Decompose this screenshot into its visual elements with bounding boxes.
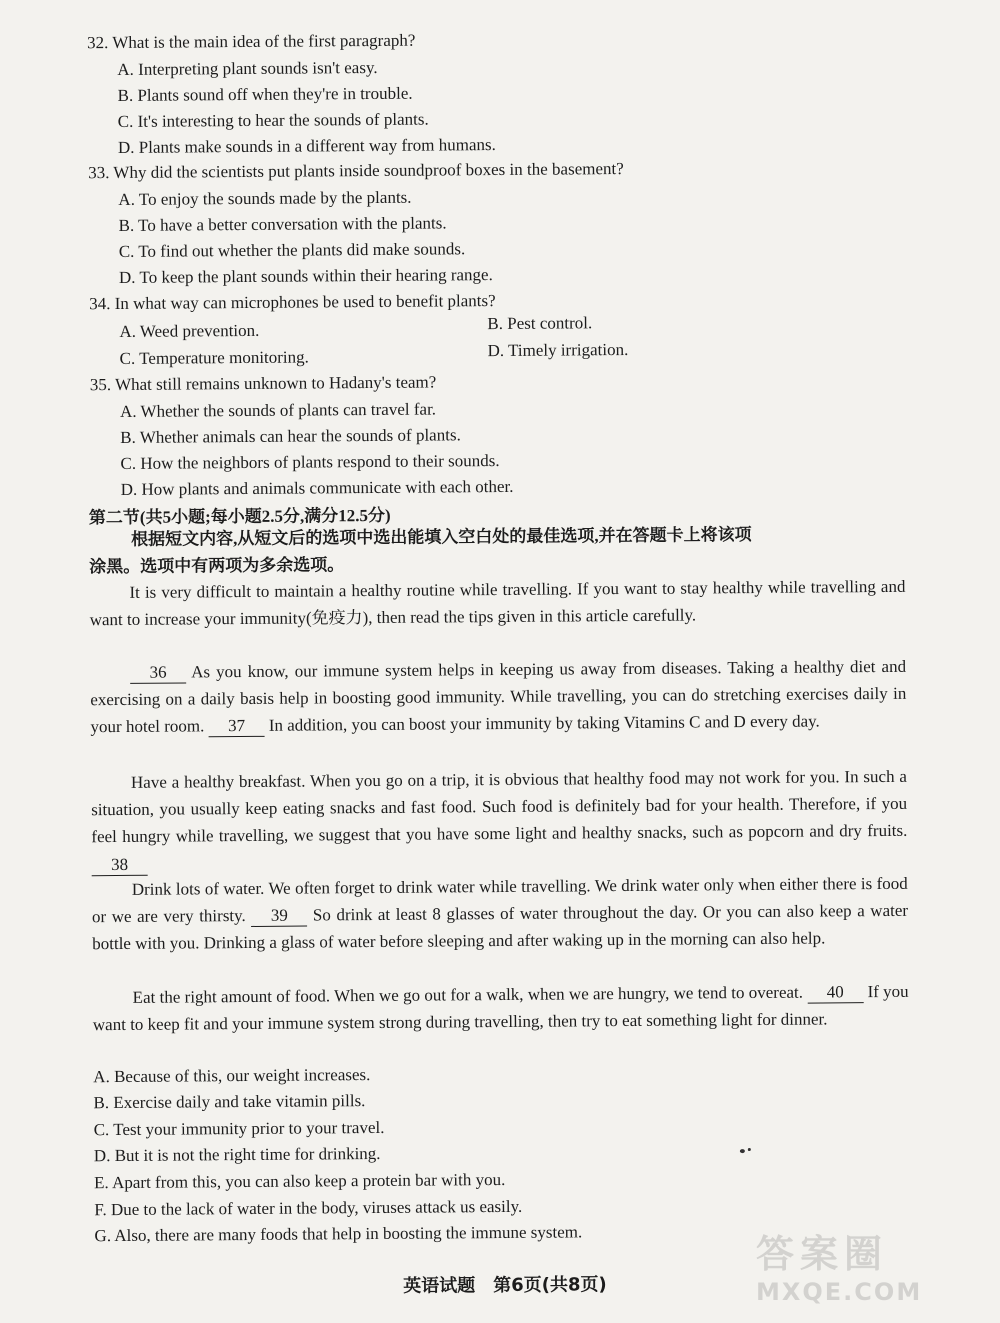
blank-40: 40 [807,982,863,1003]
blank-39: 39 [251,906,307,927]
choice-a: A. Because of this, our weight increases. [93,1065,371,1087]
question-35-option-b: B. Whether animals can hear the sounds of plants. [120,425,461,447]
instruction-line-1: 根据短文内容,从短文后的选项中选出能填入空白处的最佳选项,并在答题卡上将该项 [130,525,752,549]
section-instructions [89,520,904,580]
question-34-option-a: A. Weed prevention. [119,320,260,341]
blank-38: 38 [92,854,148,875]
question-32-option-b: B. Plants sound off when they're in trouble. [117,83,413,105]
question-32-option-a: A. Interpreting plant sounds isn't easy. [117,57,378,79]
section-heading: 第二节(共5小题;每小题2.5分,满分12.5分) [88,505,391,528]
passage-paragraph-5 [93,978,909,1039]
question-34-option-b: B. Pest control. [487,313,593,334]
passage-paragraph-4-part-1: Drink lots of water. We often forget to drink water while travelling. We drink water only when either there is food or we are very thirsty. [91,873,908,927]
choice-b: B. Exercise daily and take vitamin pills. [93,1091,366,1113]
watermark-en: MXQE.COM [756,1278,923,1306]
instruction-line-2: 涂黑。选项中有两项为多余选项。 [89,555,345,577]
question-33-stem: 33. Why did the scientists put plants inside soundproof boxes in the basement? [88,159,624,183]
passage-paragraph-4 [92,870,909,958]
question-35-stem: 35. What still remains unknown to Hadany's team? [89,372,437,395]
choice-g: G. Also, there are many foods that help in boosting the immune system. [94,1222,583,1246]
choice-c: C. Test your immunity prior to your travel. [93,1117,385,1140]
passage-paragraph-2-part-1: As you know, our immune system helps in keeping us away from diseases. Taking a healthy diet and exercising on a daily basis help in boosting good immunity. While travelling, you can do stretching exercises daily in your hotel room. [90,656,907,737]
question-33-option-b: B. To have a better conversation with the plants. [118,213,447,235]
passage-paragraph-4-part-2: So drink at least 8 glasses of water throughout the day. Or you can also keep a water bottle with you. Drinking a glass of water before sleeping and after waking up in the morning can also help. [92,901,909,954]
watermark-cn: 答案圈 [756,1232,889,1276]
passage-paragraph-3-text: Have a healthy breakfast. When you go on a trip, it is obvious that healthy food may not work for you. In such a situation, you usually keep eating snacks and fast food. Such food is definitely bad for your health. Therefore, if you feel hungry while travelling, we suggest that you have some light and healthy snacks, such as popcorn and dry fruits. [91,766,908,847]
choice-e: E. Apart from this, you can also keep a protein bar with you. [94,1169,506,1193]
passage-paragraph-5-part-1: Eat the right amount of food. When we go out for a walk, when we are hungry, we tend to overeat. [132,982,804,1007]
passage-paragraph-1: It is very difficult to maintain a healthy routine while travelling. If you want to stay healthy while travelling and want to increase your immunity(免疫力), then read the tips given in this article carefully. [89,576,906,630]
blank-37: 37 [208,716,264,737]
question-35-option-a: A. Whether the sounds of plants can travel far. [119,399,437,421]
question-34-option-d: D. Timely irrigation. [487,339,629,361]
question-32-option-c: C. It's interesting to hear the sounds of plants. [117,109,429,131]
question-33-option-c: C. To find out whether the plants did make sounds. [118,239,466,261]
page-footer: 英语试题 第6页(共8页) [403,1274,607,1297]
question-34-option-c: C. Temperature monitoring. [119,347,309,368]
watermark-logo [756,1223,976,1306]
ink-speck [740,1149,745,1153]
question-33-option-a: A. To enjoy the sounds made by the plants. [118,187,412,209]
choice-f: F. Due to the lack of water in the body, viruses attack us easily. [94,1196,523,1220]
question-35-option-c: C. How the neighbors of plants respond to their sounds. [120,450,500,473]
passage-paragraph-3 [91,763,908,878]
passage-paragraph-5-part-2: If you want to keep fit and your immune system strong during travelling, then try to eat something light for dinner. [92,981,909,1035]
passage-paragraph-2 [90,653,907,741]
question-32-stem: 32. What is the main idea of the first paragraph? [87,30,416,53]
question-35-option-d: D. How plants and animals communicate with each other. [120,476,514,499]
question-33-option-d: D. To keep the plant sounds within their hearing range. [118,265,493,287]
passage-paragraph-2-part-2: In addition, you can boost your immunity by taking Vitamins C and D every day. [268,711,820,736]
ink-speck [748,1148,751,1151]
question-32-option-d: D. Plants make sounds in a different way from humans. [117,135,496,157]
question-34-stem: 34. In what way can microphones be used to benefit plants? [89,291,496,314]
choice-d: D. But it is not the right time for drinking. [93,1143,381,1166]
blank-36: 36 [130,662,186,683]
